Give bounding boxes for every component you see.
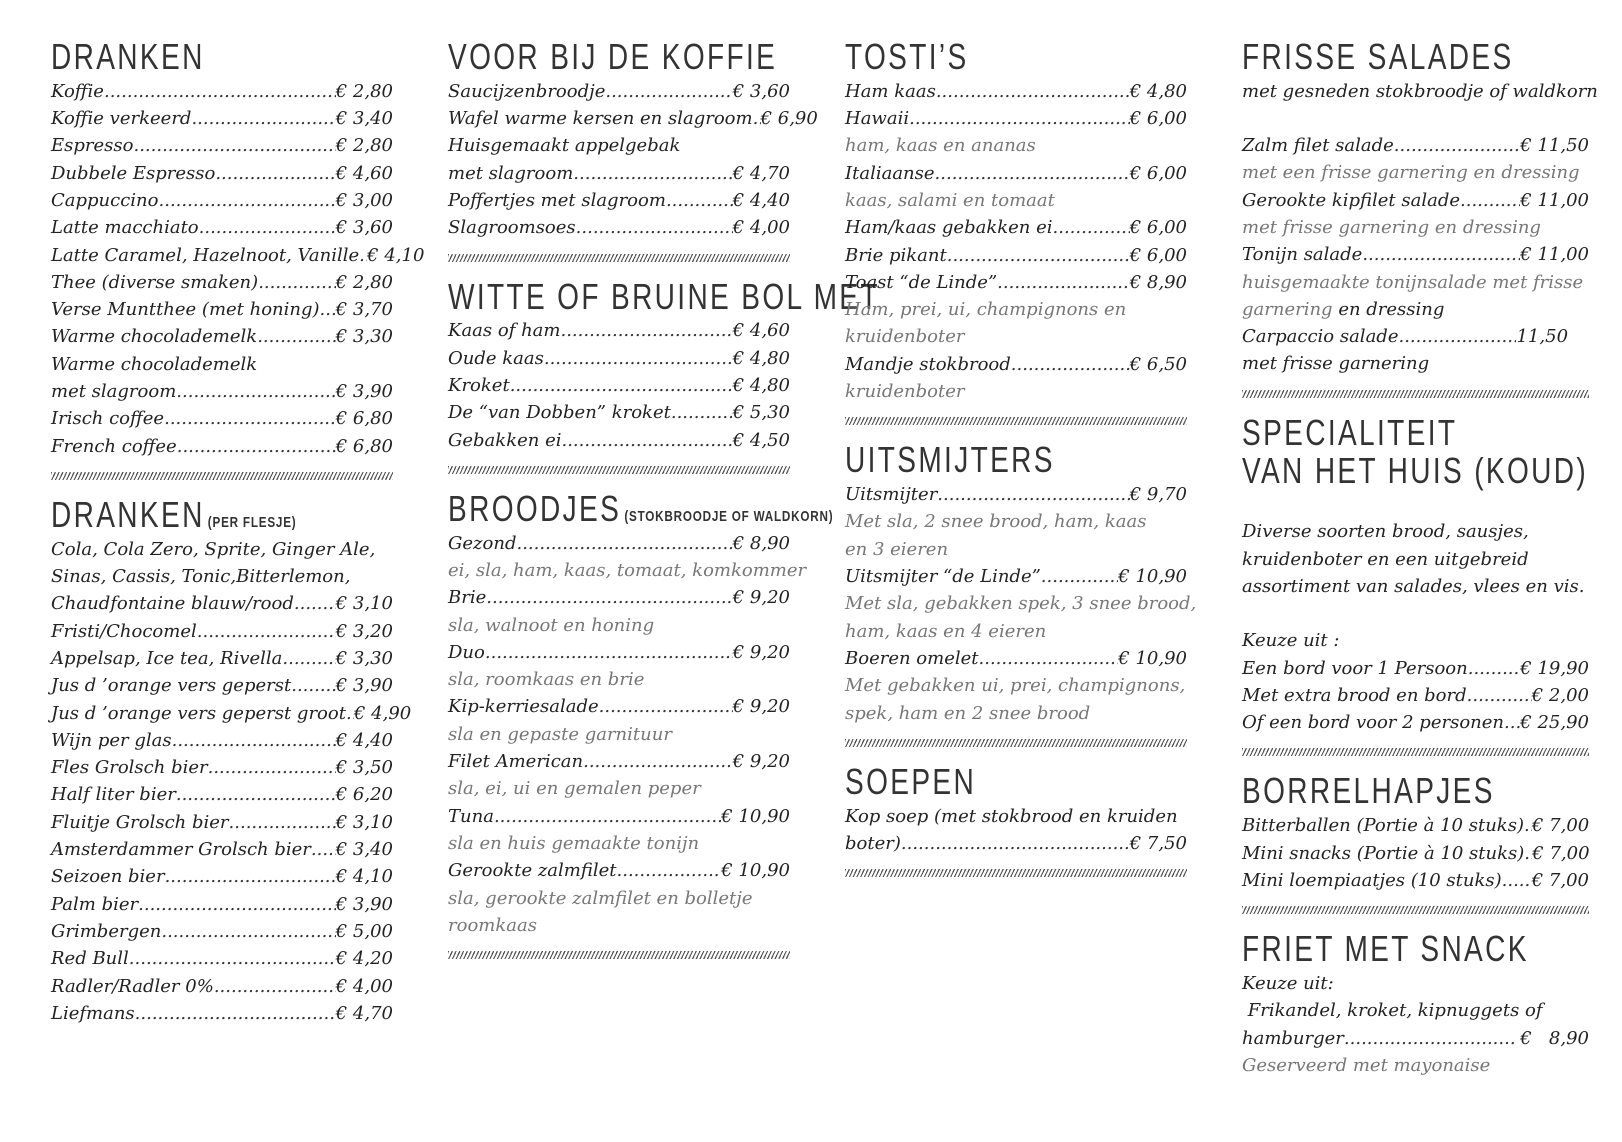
menu-item: Koffie ..... € 2,80 bbox=[51, 78, 393, 105]
soepen-list bbox=[845, 803, 1187, 858]
hatched-divider bbox=[448, 951, 790, 959]
section-title-soepen: SOEPEN bbox=[845, 760, 977, 802]
menu-item: Espresso ..... € 2,80 bbox=[51, 132, 393, 159]
menu-item-description: kruidenboter bbox=[845, 326, 965, 348]
menu-item-description: Met gebakken ui, prei, champignons, bbox=[845, 675, 1186, 697]
menu-item: hamburger ..... € 8,90 bbox=[1242, 1025, 1589, 1052]
section-title-broodjes: BROODJES (STOKBROODJE OF WALDKORN) bbox=[448, 487, 834, 529]
dranken-list bbox=[51, 78, 425, 460]
menu-item: Fles Grolsch bier ..... € 3,50 bbox=[51, 754, 393, 781]
menu-item: Mini loempiaatjes (10 stuks) ..... € 7,00 bbox=[1242, 867, 1589, 894]
menu-item: Gerookte kipfilet salade ..... € 11,00 bbox=[1242, 187, 1589, 214]
menu-item-description: Met sla, 2 snee brood, ham, kaas bbox=[845, 511, 1147, 533]
description-text: assortiment van salades, vlees en vis. bbox=[1242, 575, 1585, 597]
friet-list bbox=[1242, 970, 1589, 1079]
menu-item: Ham/kaas gebakken ei ..... € 6,00 bbox=[845, 214, 1187, 241]
column-2 bbox=[448, 32, 880, 975]
menu-item: Verse Muntthee (met honing) ..... € 3,70 bbox=[51, 296, 393, 323]
menu-item: Italiaanse ..... € 6,00 bbox=[845, 160, 1187, 187]
menu-item: French coffee ..... € 6,80 bbox=[51, 433, 393, 460]
koffie-list bbox=[448, 78, 818, 242]
menu-item-description: sla en gepaste garnituur bbox=[448, 723, 672, 745]
hatched-divider bbox=[845, 739, 1187, 747]
column-1 bbox=[51, 32, 425, 1027]
section-title-uitsmijters: UITSMIJTERS bbox=[845, 439, 1055, 481]
menu-item: met slagroom ..... € 3,90 bbox=[51, 378, 393, 405]
menu-item-description: kaas, salami en tomaat bbox=[845, 189, 1055, 211]
hatched-divider bbox=[51, 472, 393, 480]
menu-item: Of een bord voor 2 personen ..... € 25,90 bbox=[1242, 709, 1589, 736]
tostis-list bbox=[845, 78, 1187, 406]
menu-item: Seizoen bier ..... € 4,10 bbox=[51, 863, 393, 890]
menu-item-text: Keuze uit : bbox=[1242, 630, 1340, 652]
menu-item: met slagroom ..... € 4,70 bbox=[448, 160, 790, 187]
menu-item: Red Bull ..... € 4,20 bbox=[51, 945, 393, 972]
menu-item: Tonijn salade ..... € 11,00 bbox=[1242, 241, 1589, 268]
menu-item-text: Sinas, Cassis, Tonic,Bitterlemon, bbox=[51, 566, 351, 588]
menu-item: Met extra brood en bord ..... € 2,00 bbox=[1242, 682, 1589, 709]
menu-item: Mandje stokbrood ..... € 6,50 bbox=[845, 351, 1187, 378]
hatched-divider bbox=[448, 254, 790, 262]
menu-item-description: Geserveerd met mayonaise bbox=[1242, 1054, 1491, 1076]
section-title-tostis: TOSTI’S bbox=[845, 36, 969, 77]
menu-item: Uitsmijter ..... € 9,70 bbox=[845, 481, 1187, 508]
bol-list bbox=[448, 317, 790, 453]
menu-item: Palm bier ..... € 3,90 bbox=[51, 891, 393, 918]
menu-item: Fristi/Chocomel ..... € 3,20 bbox=[51, 618, 393, 645]
menu-item: Dubbele Espresso ..... € 4,60 bbox=[51, 160, 393, 187]
hatched-divider bbox=[845, 417, 1187, 425]
menu-item: Liefmans ..... € 4,70 bbox=[51, 1000, 393, 1027]
menu-item-description: kruidenboter bbox=[845, 381, 965, 403]
hatched-divider bbox=[1242, 748, 1589, 756]
menu-item: Toast “de Linde” ..... € 8,90 bbox=[845, 269, 1187, 296]
menu-item: Wafel warme kersen en slagroom ..... € 6,90 bbox=[448, 105, 790, 132]
hatched-divider bbox=[448, 466, 790, 474]
menu-item: Latte macchiato ..... € 3,60 bbox=[51, 214, 393, 241]
menu-item: Saucijzenbroodje ..... € 3,60 bbox=[448, 78, 790, 105]
menu-item: Mini snacks (Portie à 10 stuks) ..... € 7,00 bbox=[1242, 840, 1589, 867]
menu-item: Brie pikant ..... € 6,00 bbox=[845, 242, 1187, 269]
menu-item: De “van Dobben” kroket ..... € 5,30 bbox=[448, 399, 790, 426]
menu-item-description: sla, walnoot en honing bbox=[448, 614, 655, 636]
column-3 bbox=[845, 32, 1197, 893]
hatched-divider bbox=[1242, 906, 1589, 914]
menu-item: Amsterdammer Grolsch bier ..... € 3,40 bbox=[51, 836, 393, 863]
menu-item-text: Huisgemaakt appelgebak bbox=[448, 135, 681, 157]
menu-item-text: Frikandel, kroket, kipnuggets of bbox=[1242, 1000, 1543, 1022]
menu-item: Cappuccino ..... € 3,00 bbox=[51, 187, 393, 214]
menu-item: Latte Caramel, Hazelnoot, Vanille ..... € 4,10 bbox=[51, 242, 393, 269]
menu-item: Appelsap, Ice tea, Rivella ..... € 3,30 bbox=[51, 645, 393, 672]
menu-item: Een bord voor 1 Persoon ..... € 19,90 bbox=[1242, 655, 1589, 682]
menu-item: Chaudfontaine blauw/rood ..... € 3,10 bbox=[51, 590, 393, 617]
menu-item: Carpaccio salade ..... 11,50 bbox=[1242, 323, 1589, 350]
menu-item: Gebakken ei ..... € 4,50 bbox=[448, 427, 790, 454]
menu-item-description: met frisse garnering en dressing bbox=[1242, 216, 1541, 238]
menu-item-text: Keuze uit: bbox=[1242, 972, 1334, 994]
hatched-divider bbox=[845, 869, 1187, 877]
menu-item: Thee (diverse smaken) ..... € 2,80 bbox=[51, 269, 393, 296]
menu-item-description: Met sla, gebakken spek, 3 snee brood, bbox=[845, 593, 1197, 615]
menu-item-description: sla, ei, ui en gemalen peper bbox=[448, 778, 701, 800]
column-4 bbox=[1242, 32, 1598, 1079]
broodjes-list bbox=[448, 530, 807, 939]
hatched-divider bbox=[1242, 390, 1589, 398]
section-title-dranken: DRANKEN bbox=[51, 36, 205, 77]
specialiteit-block bbox=[1242, 491, 1589, 736]
menu-item: boter) ..... € 7,50 bbox=[845, 830, 1187, 857]
menu-item-description: spek, ham en 2 snee brood bbox=[845, 702, 1091, 724]
menu-item: Filet American ..... € 9,20 bbox=[448, 748, 790, 775]
menu-item: Ham kaas ..... € 4,80 bbox=[845, 78, 1187, 105]
section-title-borrelhapjes: BORRELHAPJES bbox=[1242, 770, 1495, 812]
menu-item: Gezond ..... € 8,90 bbox=[448, 530, 790, 557]
menu-item-description: sla, roomkaas en brie bbox=[448, 669, 645, 691]
menu-item: Zalm filet salade ..... € 11,50 bbox=[1242, 132, 1589, 159]
menu-item: Half liter bier ..... € 6,20 bbox=[51, 781, 393, 808]
menu-item: Radler/Radler 0% ..... € 4,00 bbox=[51, 973, 393, 1000]
section-title-bol: WITTE OF BRUINE BOL MET bbox=[448, 275, 880, 317]
menu-item-description: en 3 eieren bbox=[845, 538, 949, 560]
menu-item: Kroket ..... € 4,80 bbox=[448, 372, 790, 399]
menu-item: Uitsmijter “de Linde” ..... € 10,90 bbox=[845, 563, 1187, 590]
section-title-friet: FRIET MET SNACK bbox=[1242, 928, 1529, 970]
menu-item: Grimbergen ..... € 5,00 bbox=[51, 918, 393, 945]
section-title-specialiteit: SPECIALITEIT VAN HET HUIS (KOUD) bbox=[1242, 411, 1589, 491]
menu-item: Tuna ..... € 10,90 bbox=[448, 803, 790, 830]
menu-item-description: huisgemaakte tonijnsalade met frisse bbox=[1242, 271, 1584, 293]
menu-item-text: Warme chocolademelk bbox=[51, 353, 258, 375]
section-title-salades: FRISSE SALADES bbox=[1242, 36, 1514, 77]
menu-item: Duo ..... € 9,20 bbox=[448, 639, 790, 666]
section-title-dranken-flesje: DRANKEN (PER FLESJE) bbox=[51, 493, 297, 535]
menu-item: Jus d ’orange vers geperst groot ..... € 4,90 bbox=[51, 700, 393, 727]
salades-list bbox=[1242, 78, 1598, 378]
description-text: kruidenboter en een uitgebreid bbox=[1242, 548, 1529, 570]
menu-item: Hawaii ..... € 6,00 bbox=[845, 105, 1187, 132]
menu-item: Warme chocolademelk ..... € 3,30 bbox=[51, 323, 393, 350]
menu-item: Fluitje Grolsch bier ..... € 3,10 bbox=[51, 809, 393, 836]
menu-item-description: Ham, prei, ui, champignons en bbox=[845, 299, 1127, 321]
menu-item-description: ham, kaas en 4 eieren bbox=[845, 620, 1047, 642]
dranken-flesje-list bbox=[51, 536, 412, 1027]
menu-item: Boeren omelet ..... € 10,90 bbox=[845, 645, 1187, 672]
menu-item: Koffie verkeerd ..... € 3,40 bbox=[51, 105, 393, 132]
menu-item-text: Kop soep (met stokbrood en kruiden bbox=[845, 805, 1178, 827]
menu-item-text: met frisse garnering bbox=[1242, 353, 1430, 375]
menu-item: Gerookte zalmfilet ..... € 10,90 bbox=[448, 857, 790, 884]
menu-item: Kaas of ham ..... € 4,60 bbox=[448, 317, 790, 344]
section-title-koffie: VOOR BIJ DE KOFFIE bbox=[448, 36, 778, 77]
menu-item: Wijn per glas ..... € 4,40 bbox=[51, 727, 393, 754]
menu-item-description: met een frisse garnering en dressing bbox=[1242, 162, 1580, 184]
menu-item: Oude kaas ..... € 4,80 bbox=[448, 345, 790, 372]
menu-item: Bitterballen (Portie à 10 stuks) ..... € 7,00 bbox=[1242, 812, 1589, 839]
menu-item-description: ham, kaas en ananas bbox=[845, 135, 1036, 157]
menu-item: Jus d ’orange vers geperst ..... € 3,90 bbox=[51, 672, 393, 699]
menu-item: Kip-kerriesalade ..... € 9,20 bbox=[448, 693, 790, 720]
menu-item-description: sla en huis gemaakte tonijn bbox=[448, 832, 700, 854]
uitsmijters-list bbox=[845, 481, 1197, 727]
menu-item: Slagroomsoes ..... € 4,00 bbox=[448, 214, 790, 241]
menu-item-description: roomkaas bbox=[448, 914, 537, 936]
menu-item: Brie ..... € 9,20 bbox=[448, 584, 790, 611]
description-text: Diverse soorten brood, sausjes, bbox=[1242, 521, 1529, 543]
menu-item: Poffertjes met slagroom ..... € 4,40 bbox=[448, 187, 790, 214]
menu-item-description: garnering en dressing bbox=[1242, 298, 1445, 320]
section-intro: met gesneden stokbroodje of waldkorn bbox=[1242, 80, 1598, 102]
menu-item-text: Cola, Cola Zero, Sprite, Ginger Ale, bbox=[51, 538, 376, 560]
borrelhapjes-list bbox=[1242, 812, 1589, 894]
menu-item-description: sla, gerookte zalmfilet en bolletje bbox=[448, 887, 753, 909]
menu-item-description: ei, sla, ham, kaas, tomaat, komkommer bbox=[448, 559, 807, 581]
menu-item: Irisch coffee ..... € 6,80 bbox=[51, 405, 393, 432]
